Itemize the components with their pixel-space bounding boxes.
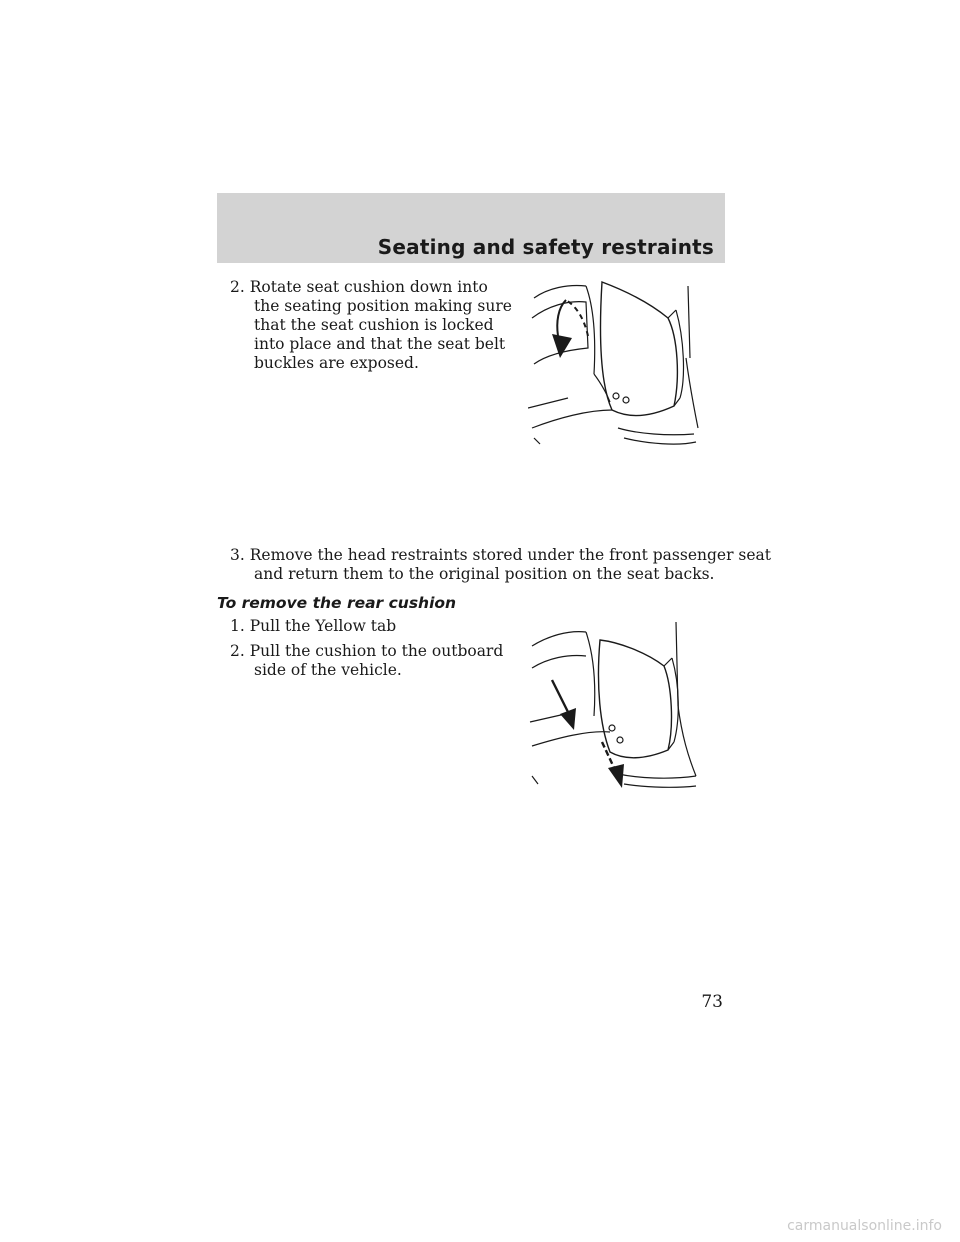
section-header-band — [217, 193, 725, 263]
section-title: Seating and safety restraints — [377, 235, 714, 259]
seat-cushion-remove-illustration — [528, 616, 700, 792]
step-3-head-restraints — [230, 546, 771, 584]
step-number: 3. — [230, 546, 245, 564]
step-text-line: side of the vehicle. — [254, 661, 402, 679]
step-text-line: that the seat cushion is locked — [254, 316, 494, 334]
remove-cushion-heading: To remove the rear cushion — [217, 594, 457, 612]
step-2-rotate — [230, 278, 512, 373]
remove-step-2 — [230, 642, 503, 680]
step-text-line: Remove the head restraints stored under the front passenger seat — [249, 546, 772, 564]
step-number: 2. — [230, 278, 245, 296]
step-text-line: Rotate seat cushion down into — [249, 278, 488, 296]
footer-watermark: carmanualsonline.info — [787, 1218, 942, 1234]
seat-cushion-rotate-illustration — [528, 278, 700, 448]
step-number: 2. — [230, 642, 245, 660]
remove-step-1 — [230, 617, 396, 636]
step-text-line: Pull the Yellow tab — [249, 617, 397, 635]
step-text-line: into place and that the seat belt — [254, 335, 506, 353]
step-text-line: buckles are exposed. — [254, 354, 419, 372]
step-text-line: the seating position making sure — [254, 297, 512, 315]
step-number: 1. — [230, 617, 245, 635]
step-text-line: and return them to the original position on the seat backs. — [254, 565, 715, 583]
page-number: 73 — [701, 992, 723, 1012]
step-text-line: Pull the cushion to the outboard — [249, 642, 504, 660]
